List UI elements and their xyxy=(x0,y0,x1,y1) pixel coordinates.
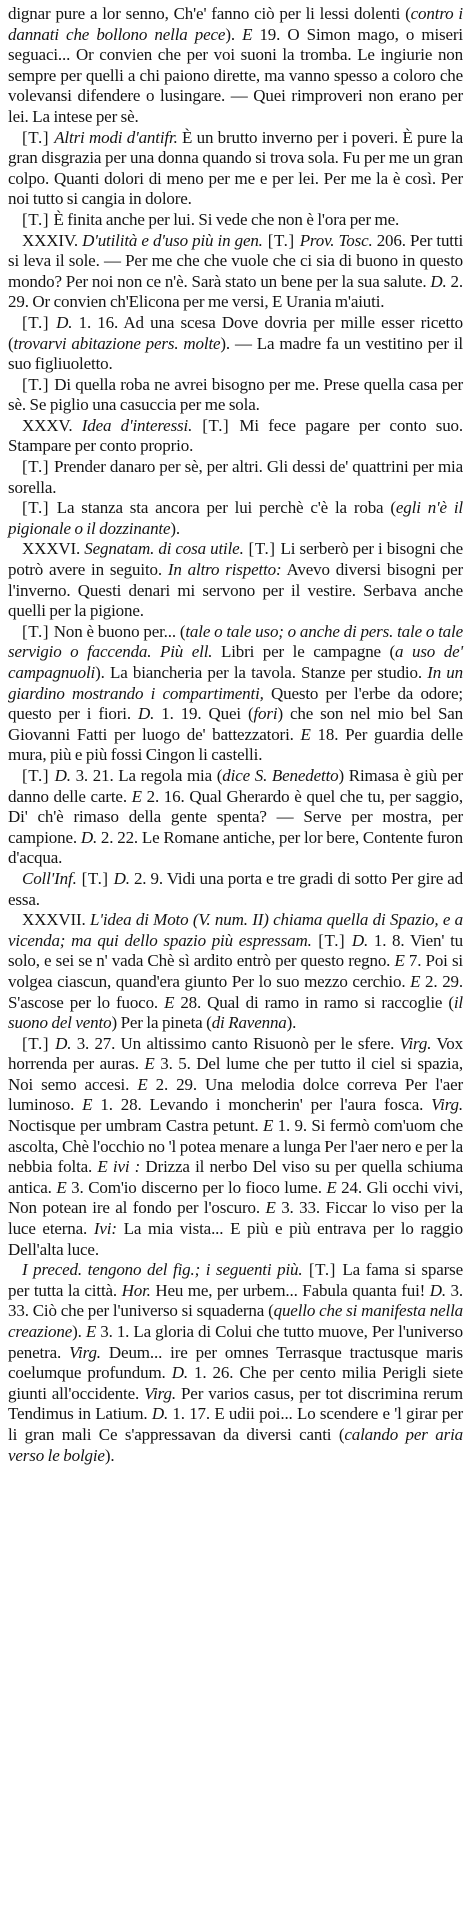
italic-text-run: D. xyxy=(171,1363,188,1383)
text-run: 1. 19. Quei ( xyxy=(154,704,254,724)
text-run: 3. 21. La regola mia ( xyxy=(70,765,223,785)
italic-text-run: E xyxy=(137,1074,148,1094)
text-run: La fama si sparse per tutta la città. xyxy=(8,1260,464,1300)
italic-text-run: D. xyxy=(55,1033,72,1053)
italic-text-run: quello che si manifesta nella creazione xyxy=(8,1301,463,1341)
source-tag: [T.] xyxy=(192,415,240,435)
text-paragraph xyxy=(8,375,463,416)
text-run: Non è buono per... ( xyxy=(53,621,186,641)
italic-text-run: D. xyxy=(137,704,155,724)
text-run: Di quella roba ne avrei bisogno per me. Prese quella casa per sè. Se piglio una casuccia per me sola. xyxy=(8,374,463,415)
italic-text-run: Altri modi d'antifr. xyxy=(54,127,178,147)
text-run: Heu me, per urbem... Fabula quanta fui! xyxy=(150,1280,430,1300)
text-paragraph xyxy=(8,231,463,313)
text-run: ) Rimasa è giù per danno delle carte. xyxy=(8,765,464,806)
text-run: Per varios casus, per tot discrimina rerum Tendimus in Latium. xyxy=(8,1383,463,1424)
italic-text-run: In un giardino mostrando i compartimenti, xyxy=(8,663,463,703)
italic-text-run: E xyxy=(265,1198,276,1218)
text-run: Drizza il nerbo Del viso su per quella schiuma antica. xyxy=(8,1157,463,1197)
text-run: Prender danaro per sè, per altri. Gli dessi de' quattrini per mia sorella. xyxy=(8,457,463,497)
text-run: 18. Per guardia delle mura, più e più fossi Cingon li castelli. xyxy=(8,724,464,765)
italic-text-run: D. xyxy=(429,1280,446,1300)
text-run: Mi fece pagare per conto suo. Stampare per conto proprio. xyxy=(8,415,463,456)
text-run: Noctisque per umbram Castra petunt. xyxy=(8,1116,263,1136)
text-run: XXXIV. xyxy=(22,230,83,250)
text-paragraph xyxy=(8,313,463,375)
text-paragraph xyxy=(8,910,463,1034)
text-run: ). xyxy=(225,24,243,44)
text-run: ) Per la pineta ( xyxy=(111,1013,212,1033)
italic-text-run: D. xyxy=(430,271,447,291)
italic-text-run: dice S. Benedetto xyxy=(222,765,339,785)
italic-text-run: di Ravenna xyxy=(211,1013,287,1033)
italic-text-run: D. xyxy=(113,868,130,888)
italic-text-run: D'utilità e d'uso più in gen. xyxy=(82,230,263,250)
text-run: È finita anche per lui. Si vede che non è l'ora per me. xyxy=(53,209,400,229)
italic-text-run: Virg. xyxy=(431,1095,463,1115)
italic-text-run: D. xyxy=(54,765,71,785)
source-tag: [T.] xyxy=(22,621,54,641)
source-tag: [T.] xyxy=(22,1033,56,1053)
italic-text-run: fori xyxy=(253,704,278,724)
italic-text-run: a uso de' campagnuoli xyxy=(8,642,463,682)
text-run: ). xyxy=(104,1445,115,1465)
text-run: 2. 9. Vidi una porta e tre gradi di sotto Per gire ad essa. xyxy=(8,868,463,909)
text-run: 3. 27. Un altissimo canto Risuonò per le sfere. xyxy=(71,1033,400,1053)
text-run: ) che son nel mio bel San Giovanni Fatti per luogo de' battezzatori. xyxy=(8,704,463,744)
source-tag: [T.] xyxy=(311,930,352,950)
text-paragraph xyxy=(8,4,463,128)
italic-text-run: Hor. xyxy=(121,1280,151,1300)
italic-text-run: Virg. xyxy=(144,1383,176,1403)
italic-text-run: E xyxy=(394,951,405,971)
text-run: XXXVI. xyxy=(22,539,85,559)
italic-text-run: E xyxy=(131,786,142,806)
italic-text-run: D. xyxy=(351,930,369,950)
source-tag: [T.] xyxy=(22,127,55,147)
text-run: 3. Com'io discerno per lo fioco lume. xyxy=(66,1177,327,1197)
italic-text-run: Idea d'interessi. xyxy=(81,415,193,435)
italic-text-run: In altro rispetto: xyxy=(167,560,282,580)
italic-text-run: Ivi: xyxy=(93,1219,117,1239)
text-run: ). xyxy=(286,1013,297,1033)
italic-text-run: D. xyxy=(56,312,73,332)
text-paragraph xyxy=(8,498,463,539)
text-run: Vox horrenda per auras. xyxy=(8,1033,463,1074)
italic-text-run: D. xyxy=(151,1404,169,1424)
italic-text-run: E xyxy=(82,1095,93,1115)
italic-text-run: E xyxy=(300,724,311,744)
italic-text-run: Coll'Inf. xyxy=(22,868,77,888)
italic-text-run: E xyxy=(326,1177,337,1197)
italic-text-run: E ivi : xyxy=(97,1157,141,1177)
text-paragraph xyxy=(8,539,463,621)
text-run: 1. 26. Che per cento milia Perigli siete giunti all'occidente. xyxy=(8,1363,463,1403)
text-run: ). La biancheria per la tavola. Stanze per studio. xyxy=(95,663,428,682)
text-run: La mia vista... E più e più entrava per lo raggio Dell'alta luce. xyxy=(8,1219,463,1259)
italic-text-run: E xyxy=(85,1322,97,1341)
text-paragraph xyxy=(8,457,463,498)
text-run: Avevo diversi bisogni per l'inverno. Questi denari mi servono per il vestire. Serbava anche quelli per la pigione. xyxy=(8,560,464,621)
italic-text-run: E xyxy=(56,1177,67,1197)
italic-text-run: L'idea di Moto (V. num. II) chiama quella di Spazio, e a vicenda; ma qui dello spazio più espressam. xyxy=(8,910,464,950)
text-run: 3. 5. Del lume che per tutto il ciel si spazia, Noi semo accesi. xyxy=(8,1054,463,1094)
text-run: 1. 17. E udii poi... Lo scendere e 'l girar per li gran mali Ce s'appressavan da diversi canti ( xyxy=(8,1404,463,1444)
italic-text-run: trovarvi abitazione pers. molte xyxy=(13,333,221,353)
text-run: Li serberò per i bisogni che potrò avere in seguito. xyxy=(8,539,464,580)
source-tag: [T.] xyxy=(22,312,57,332)
text-run: 1. 28. Levando i moncherin' per l'aura fosca. xyxy=(92,1095,432,1115)
text-run: XXXV. xyxy=(22,415,82,435)
text-run: 1. 9. Si fermò com'uom che ascolta, Chè l'occhio no 'l potea menare a lunga Per l'aer nero e per la nebbia folta. xyxy=(8,1116,463,1177)
source-tag: [T.] xyxy=(22,765,55,785)
italic-text-run: Prov. Tosc. xyxy=(299,230,373,250)
text-run: dignar pure a lor senno, Ch'e' fanno ciò per li lessi dolenti ( xyxy=(8,4,411,23)
text-run: 19. O Simon mago, o miseri seguaci... Or convien che per voi suoni la tromba. Le ingiurie non sempre per quelli a chi paiono dirette, ma vanno spesso a coloro che volevansi difendere o lusingare. — Quei rimproveri non erano per lei. La intese per sè. xyxy=(8,24,463,126)
text-run: 28. Qual di ramo in ramo si raccoglie ( xyxy=(174,992,454,1012)
italic-text-run: calando per aria verso le bolgie xyxy=(8,1424,463,1465)
text-run: Questo per l'erbe da odore; questo per i fiori. xyxy=(8,683,463,724)
text-paragraph xyxy=(8,622,463,766)
italic-text-run: E xyxy=(410,971,421,991)
text-run: 1. 16. Ad una scesa Dove dovria per mille esser ricetto ( xyxy=(8,312,463,353)
text-run: 3. 33. Ficcar lo viso per la luce eterna. xyxy=(8,1198,463,1239)
text-paragraph xyxy=(8,1034,463,1261)
source-tag: [T.] xyxy=(262,230,300,250)
source-tag: [T.] xyxy=(76,868,114,888)
text-run: 206. Per tutti si leva il sole. — Per me che che vuole che ci sia di buono in questo mondo? Per noi non ce n'è. Sarà stato un bene per la sua salute. xyxy=(8,230,464,291)
italic-text-run: egli n'è il pigionale o il dozzinante xyxy=(8,498,463,538)
text-run: È un brutto inverno per i poveri. È pure la gran disgrazia per una donna quando si trova sola. Fu per me un gran colpo. Quanti dolori di meno per me e per lei. Per me la è così. Per noi tutto si cangia in dolore. xyxy=(8,127,463,209)
text-run: 2. 29. S'ascose per lo fuoco. xyxy=(8,971,463,1012)
text-paragraph xyxy=(8,766,463,869)
italic-text-run: E xyxy=(262,1116,274,1136)
italic-text-run: D. xyxy=(80,827,98,847)
text-run: 1. 8. Vien' tu solo, e sei se n' vada Chè sì ardito entrò per questo regno. xyxy=(8,930,463,971)
text-run: 2. 29. Or convien ch'Elicona per me versi, E Urania m'aiuti. xyxy=(8,271,464,312)
source-tag: [T.] xyxy=(22,457,54,477)
text-run: ). — La madre fa un vestitino per il suo figliuoletto. xyxy=(8,333,463,374)
text-run: 24. Gli occhi vivi, Non potean ire al fondo per l'oscuro. xyxy=(8,1177,464,1218)
text-run: 2. 29. Una melodia dolce correva Per l'aer luminoso. xyxy=(8,1074,464,1115)
text-paragraph xyxy=(8,1260,463,1466)
text-paragraph xyxy=(8,210,463,231)
text-run: XXXVII. xyxy=(22,910,91,930)
text-run: ). xyxy=(170,518,181,538)
text-run: La stanza sta ancora per lui perchè c'è la roba ( xyxy=(56,498,396,518)
text-run: 2. 16. Qual Gherardo è quel che tu, per saggio, Di' ch'è rimaso della gente spenta? — Serve per mostra, per campione. xyxy=(8,786,463,847)
italic-text-run: Virg. xyxy=(69,1342,101,1362)
italic-text-run: Virg. xyxy=(399,1033,432,1053)
italic-text-run: Segnatam. di cosa utile. xyxy=(84,539,244,559)
source-tag: [T.] xyxy=(302,1260,343,1280)
italic-text-run: tale o tale uso; o anche di pers. tale o tale servigio o faccenda. Più ell. xyxy=(8,621,463,662)
text-run: 3. 33. Ciò che per l'universo si squaderna ( xyxy=(8,1280,463,1321)
source-tag: [T.] xyxy=(22,374,55,394)
text-run: ). xyxy=(72,1322,86,1341)
text-run: Deum... ire per omnes Terrasque tractusque maris coelumque profundum. xyxy=(8,1342,464,1383)
text-run: 3. 1. La gloria di Colui che tutto muove, Per l'universo penetra. xyxy=(8,1322,463,1362)
text-paragraph xyxy=(8,416,463,457)
italic-text-run: il suono del vento xyxy=(8,992,463,1033)
text-paragraph xyxy=(8,869,463,910)
source-tag: [T.] xyxy=(22,498,57,518)
text-run: Libri per le campagne ( xyxy=(212,642,396,662)
source-tag: [T.] xyxy=(243,539,281,559)
source-tag: [T.] xyxy=(22,209,54,229)
italic-text-run: E xyxy=(242,24,253,44)
text-paragraph xyxy=(8,128,463,210)
italic-text-run: contro i dannati che bollono nella pece xyxy=(8,4,464,44)
italic-text-run: E xyxy=(144,1054,155,1074)
text-run: 7. Poi si volgea ciascun, quand'era giunto Per lo suo mezzo cerchio. xyxy=(8,951,463,991)
italic-text-run: I preced. tengono del fig.; i seguenti più. xyxy=(22,1260,303,1280)
text-run: 2. 22. Le Romane antiche, per lor bere, Contente furon d'acqua. xyxy=(8,827,463,868)
italic-text-run: E xyxy=(164,992,175,1012)
